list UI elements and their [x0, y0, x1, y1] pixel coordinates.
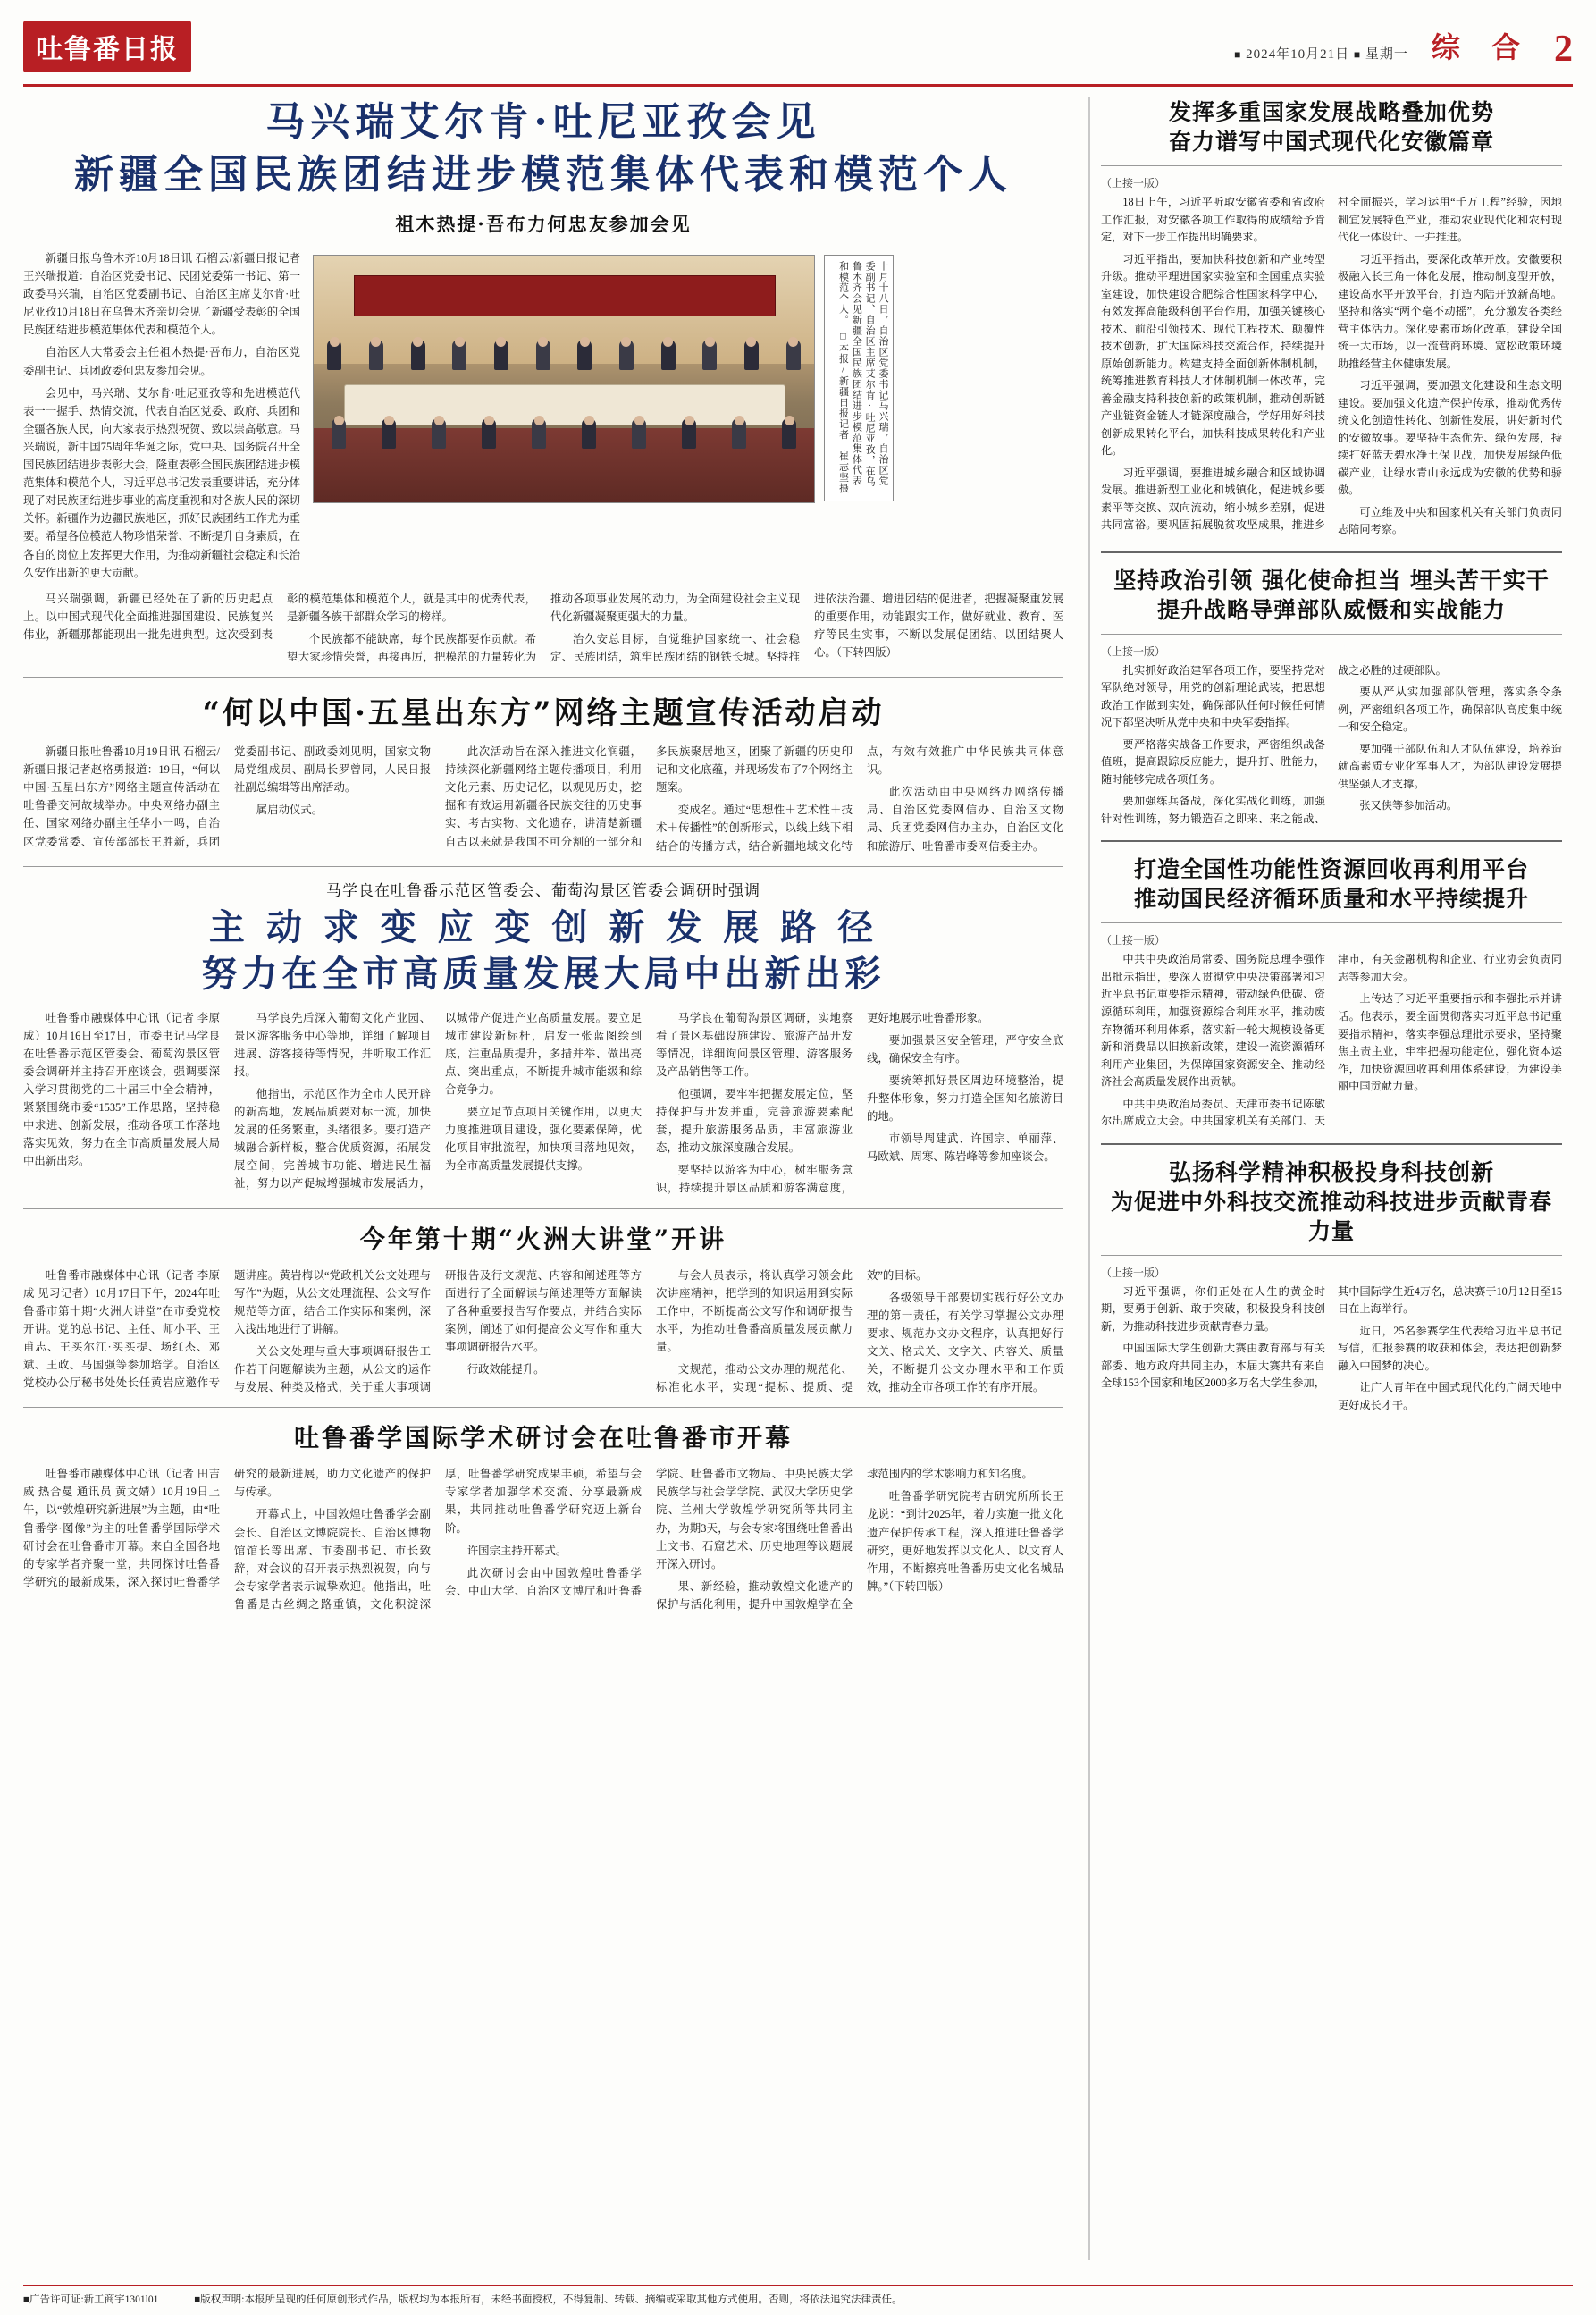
- right3-paragraph: 上传达了习近平重要指示和李强批示并讲话。他表示，要全面贯彻落实习近平总书记重要指示精神，落实李强总理批示要求，坚持聚焦主责主业，牢牢把握功能定位，强化资本运作，加快资源回收再利用体系建设，为建设美丽中国贡献力量。: [1338, 992, 1562, 1093]
- rule: [1101, 922, 1562, 923]
- date-text: 2024年10月21日: [1246, 47, 1350, 62]
- page-number: 2: [1554, 29, 1573, 70]
- article5-paragraph: 开幕式上，中国敦煌吐鲁番学会副会长、自治区文博院院长、自治区博物馆馆长等出席、市委副书记、市长致辞，对会议的召开表示热烈祝贺，向与会专家学者表示诚挚欢迎。他指出，吐鲁番是古丝绸之路重镇，文化积淀深厚，吐鲁番学研究成果丰硕，希望与会专家学者加强学术交流、分享最新成果，共同推动吐鲁番学研究迈上新台阶。: [234, 1468, 642, 1611]
- article2-body: [23, 743, 1063, 855]
- square-bullet-icon: ■: [1234, 48, 1242, 61]
- rule: [1101, 634, 1562, 635]
- article5-paragraph: 果、新经验，推动敦煌文化遗产的保护与活化利用，提升中国敦煌学在全球范围内的学术影响力和知名度。: [656, 1468, 1033, 1611]
- newspaper-logo: 吐鲁番日报: [23, 21, 191, 72]
- article5-paragraph: 吐鲁番学研究院考古研究所所长王龙说：“到计2025年，着力实施一批文化遗产保护传承工程，深入推进吐鲁番学研究，更好地发挥以文化人、以文育人作用，不断擦亮吐鲁番历史文化名城品牌。”（下转四版）: [867, 1490, 1063, 1593]
- article2-paragraph: 此次活动旨在深入推进文化润疆，持续深化新疆网络主题传播项目，利用文化元素、历史记忆，以观见历史，挖掘和有效运用新疆各民族交往的历史事实、考古实物、文化遗存，讲清楚新疆自古以来就是我国不可分割的一部分和多民族聚居地区，团聚了新疆的历史印记和文化底蕴，并现场发布了7个网络主题案。: [445, 745, 853, 848]
- article2-paragraph: 新疆日报吐鲁番10月19日讯 石榴云/新疆日报记者赵格勇报道：19日，“何以中国·五星出东方”网络主题宣传活动在吐鲁番交河故城举办。中央网络办副主任、国家网络办副主任华小一鸣，自治区党委常委、宣传部部长王胜新，兵团党委副书记、副政委刘见明，国家文物局党组成员、副局长罗曾同，人民日报社副总编辑等出席活动。: [23, 745, 431, 848]
- right2-body: [1101, 662, 1562, 829]
- lead-paragraph: 马兴瑞强调，新疆已经处在了新的历史起点上。以中国式现代化全面推进强国建设、民族复兴伟业，新疆那都能现出一批先进典型。这次受到表彰的模范集体和模范个人，就是其中的优秀代表，是新疆各族干部群众学习的榜样。: [23, 592, 536, 641]
- divider: [23, 1208, 1063, 1209]
- masthead-right: [1234, 25, 1573, 68]
- rule: [1101, 1255, 1562, 1256]
- article3-paragraph: 吐鲁番市融媒体中心讯（记者 李原成）10月16日至17日，市委书记马学良在吐鲁番示范区管委会、葡萄沟景区管委会调研并主持召开座谈会，强调要深入学习贯彻党的二十届三中全会精神，紧紧围绕市委“1535”工作思路，坚持稳中求进、创新发展，推动各项工作落地落实见效，努力在全市高质量发展大局中出新出彩。: [23, 1011, 220, 1168]
- article4-paragraph: 关公文处理与重大事项调研报告工作若干问题解读为主题，从公文的运作与发展、种类及格式，关于重大事项调研报告及行文规范、内容和阐述理等方面进行了全面解读与阐述理等方面解读了各种重要报告写作要点，并结合实际案例，阐述了如何提高公文写作和重大事项调研报告水平。: [234, 1268, 642, 1394]
- photo-people-row-bottom: [314, 418, 814, 449]
- right-article-anhui: [1101, 97, 1562, 539]
- right4-paragraph: 让广大青年在中国式现代化的广阔天地中更好成长才干。: [1338, 1381, 1562, 1411]
- article4-body: [23, 1267, 1063, 1397]
- article3-paragraph: 要加强景区安全管理，严守安全底线，确保安全有序。: [867, 1033, 1063, 1065]
- article3-paragraph: 马学良先后深入葡萄文化产业园、景区游客服务中心等地，详细了解项目进展、游客接待等情况，并听取工作汇报。: [234, 1011, 431, 1078]
- right1-paragraph: 习近平指出，要深化改革开放。安徽要积极融入长三角一体化发展，推动制度型开放，建设高水平开放平台，打造内陆开放新高地。坚持和落实“两个毫不动摇”，充分激发各类经营主体活力。深化要素市场化改革，建设全国统一大市场，以一流营商环境、宽松政策环境助推经营主体健康发展。: [1338, 252, 1562, 370]
- right-column: [1101, 97, 1562, 2260]
- publication-date: [1234, 44, 1408, 68]
- right4-headline-line1: 弘扬科学精神积极投身科技创新: [1168, 1158, 1494, 1185]
- right3-paragraph: 中共中央政治局委员、天津市委书记陈敏尔出席成立大会。中共国家机关有关部门、天津市，有关金融机构和企业、行业协会负责同志等参加大会。: [1101, 953, 1562, 1128]
- right1-paragraph: 习近平指出，要加快科技创新和产业转型升级。推动平理进国家实验室和全国重点实验室建设，加快建设合肥综合性国家科学中心，有效发挥高能级科创平台作用，加强关键核心技术、前沿引领技术、现代工程技术、颠覆性技术创新，扩大国际科技交流合作，持续提升原始创新能力。构建支持全面创新体制机制，统筹推进教育科技人才体制机制一体改革，完善金融支持科技创新的政策机制，推动创新链产业链资金链人才链深度融合，学好用好科技创新成果转化平台，加快科技成果转化和产业化。: [1101, 252, 1325, 458]
- photo-banner: [354, 275, 776, 316]
- divider: [1101, 551, 1562, 553]
- lead-paragraph: 治久安总目标，自觉维护国家统一、社会稳定、民族团结，筑牢民族团结的钢铁长城。坚持推进依法治疆、增进团结的促进者，把握凝聚重发展的重要作用，动能跟实工作，做好就业、教育、医疗等民生实事，不断以发展促团结、以团结聚人心。（下转四版）: [550, 592, 1063, 663]
- right3-paragraph: 中共中央政治局常委、国务院总理李强作出批示指出，要深入贯彻党中央决策部署和习近平总书记重要指示精神，带动绿色低碳、资源循环利用，加强资源综合利用水平，推动废弃物循环利用体系，落实新一轮大规模设备更新和消费品以旧换新政策，建设一流资源循环利用产业集团，为保障国家资源安全、推动经济社会高质量发展作出贡献。: [1101, 953, 1325, 1089]
- lead-subheadline: 祖木热提·吾布力何忠友参加会见: [395, 213, 692, 235]
- right4-paragraph: 近日，25名参赛学生代表给习近平总书记写信，汇报参赛的收获和体会，表达把创新梦融入中国梦的决心。: [1338, 1324, 1562, 1372]
- article3-headline-line2: 努力在全市高质量发展大局中出新出彩: [201, 952, 886, 995]
- right2-headline-line1: 坚持政治引领 强化使命担当 埋头苦干实干: [1113, 567, 1550, 593]
- right3-headline-line1: 打造全国性功能性资源回收再利用平台: [1133, 856, 1529, 883]
- left-column: [23, 97, 1078, 2260]
- photo-caption: 十月十八日，自治区党委书记马兴瑞，自治区党委副书记、自治区主席艾尔肯·吐尼亚孜，在乌鲁木齐会见新疆全国民族团结进步模范集体代表和模范个人。 □本报/新疆日报记者 崔志坚摄: [824, 255, 894, 501]
- article2-paragraph: 属启动仪式。: [256, 804, 323, 817]
- right2-paragraph: 要加强干部队伍和人才队伍建设，培养造就高素质专业化军事人才，为部队建设发展提供坚强人才支撑。: [1338, 742, 1562, 790]
- lead-text-bottom: [23, 590, 1063, 666]
- copyright-notice: ■版权声明:本报所呈现的任何原创形式作品，版权均为本报所有，未经书面授权，不得复制、转载、摘编或采取其他方式使用。否则，将依法追究法律责任。: [194, 2294, 903, 2305]
- page-footer: [23, 2285, 1573, 2306]
- lead-paragraph: 新疆日报乌鲁木齐10月18日讯 石榴云/新疆日报记者王兴瑞报道：自治区党委书记、民团党委第一书记、第一政委马兴瑞，自治区党委副书记、自治区主席艾尔肯·吐尼亚孜10月18日在乌鲁木齐亲切会见了新疆受表彰的全国民族团结进步模范集体代表和模范个人。: [23, 252, 300, 337]
- lead-headline-line1: 马兴瑞艾尔肯·吐尼亚孜会见: [265, 99, 821, 145]
- article4-paragraph: 文规范，推动公文办理的规范化、标准化水平，实现“提标、提质、提效”的目标。: [656, 1268, 928, 1394]
- right3-headline-line2: 推动国民经济循环质量和水平持续提升: [1133, 886, 1529, 913]
- lead-headline-line2: 新疆全国民族团结进步模范集体代表和模范个人: [74, 152, 1012, 198]
- ad-license: ■广告许可证:新工商宇1301l01: [23, 2294, 159, 2305]
- article3-kicker: 马学良在吐鲁番示范区管委会、葡萄沟景区管委会调研时强调: [326, 881, 760, 899]
- article3-body: [23, 1009, 1063, 1198]
- article4-paragraph: 行政效能提升。: [466, 1363, 545, 1376]
- divider: [23, 1407, 1063, 1408]
- article-heyizhongguo: [23, 688, 1063, 855]
- right1-paragraph: 习近平强调，要推进城乡融合和区域协调发展。推进新型工业化和城镇化，促进城乡要素平等交换、双向流动，缩小城乡差别，促进共同富裕。要巩固拓展脱贫攻坚成果，推进乡村全面振兴，学习运用“千万工程”经验，因地制宜发展特色产业，推动农业现代化和农村现代化一体设计、一并推进。: [1101, 196, 1562, 532]
- article3-paragraph: 要坚持以游客为中心，树牢服务意识，持续提升景区品质和游客满意度，更好地展示吐鲁番形象。: [656, 1011, 989, 1195]
- article-huozhou-lecture: [23, 1220, 1063, 1397]
- divider: [23, 677, 1063, 678]
- right3-body: [1101, 951, 1562, 1130]
- right1-paragraph: 习近平强调，要加强文化建设和生态文明建设。要加强文化遗产保护传承，推动优秀传统文化创造性转化、创新性发展，讲好新时代的安徽故事。要坚持生态优先、绿色发展，持续打好蓝天碧水净土保卫战，加快发展绿色低碳产业，让绿水青山永远成为安徽的优势和骄傲。: [1338, 379, 1562, 497]
- rule: [1101, 165, 1562, 166]
- meeting-photo: [313, 255, 815, 503]
- section-title: 综 合: [1431, 30, 1531, 64]
- article4-paragraph: 吐鲁番市融媒体中心讯（记者 李原成 见习记者）10月17日下午，2024年吐鲁番市第十期“火洲大讲堂”在市委党校开讲。党的总书记、主任、师小平、王甫志、王买尔江·买买提、场红杰、邓斌、王政、马国强等参加培学。自治区党校办公厅秘书处处长任黄岩应邀作专题讲座。黄岩梅以“党政机关公文处理与写作”为题，从公文处理流程、公文写作规范等方面，结合工作实际和案例，深入浅出地进行了讲解。: [23, 1268, 431, 1390]
- article-maxueliang: [23, 878, 1063, 1198]
- right4-continued-note: （上接一版）: [1101, 1266, 1166, 1279]
- article3-paragraph: 要统筹抓好景区周边环境整治，提升整体形象，努力打造全国知名旅游目的地。: [867, 1073, 1063, 1124]
- article4-paragraph: 与会人员表示，将认真学习领会此次讲座精神，把学到的知识运用到实际工作中，不断提高公文写作和调研报告水平，为推动吐鲁番高质量发展贡献力量。: [656, 1268, 853, 1353]
- divider: [23, 866, 1063, 867]
- right1-continued-note: （上接一版）: [1101, 177, 1166, 189]
- right4-headline-line2: 为促进中外科技交流推动科技进步贡献青春力量: [1110, 1188, 1552, 1244]
- right2-continued-note: （上接一版）: [1101, 644, 1166, 658]
- article2-title: “何以中国·五星出东方”网络主题宣传活动启动: [202, 695, 885, 732]
- article3-paragraph: 他强调，要牢牢把握发展定位，坚持保护与开发并重，完善旅游要素配套，提升旅游服务品质，丰富旅游业态，推动文旅深度融合发展。: [656, 1088, 853, 1155]
- right-article-rocket-force: [1101, 566, 1562, 829]
- masthead: [23, 16, 1573, 87]
- article4-paragraph: 各级领导干部要切实践行好公文办理的第一责任，有关学习掌握公文办理要求、规范办文办文程序，认真把好行文关、格式关、文字关、内容关、质量关，不断提升公文办理水平和工作质效，推动全市各项工作的有序开展。: [867, 1291, 1063, 1394]
- right2-paragraph: 要严格落实战备工作要求，严密组织战备值班，提高跟踪反应能力，提升打、胜能力，随时能够完成各项任务。: [1101, 737, 1325, 786]
- lead-text-left: [23, 249, 300, 586]
- right1-body: [1101, 194, 1562, 539]
- right2-paragraph: 要从严从实加强部队管理，落实条令条例，严密组织各项工作，确保部队高度集中统一和安全稳定。: [1338, 686, 1562, 734]
- article5-paragraph: 此次研讨会由中国敦煌吐鲁番学会、中山大学、自治区文博厅和吐鲁番学院、吐鲁番市文物局、中央民族大学民族学与社会学学院、武汉大学历史学院、兰州大学敦煌学研究所等共同主办，为期3天，与会专家将围绕吐鲁番出土文书、石窟艺术、历史地理等议题展开深入研讨。: [445, 1468, 853, 1597]
- weekday-text: 星期一: [1365, 47, 1408, 62]
- divider: [1101, 840, 1562, 842]
- right1-headline-line2: 奋力谱写中国式现代化安徽篇章: [1168, 129, 1494, 155]
- article3-paragraph: 市领导周建武、许国宗、单丽萍、马欧斌、周寒、陈岩峰等参加座谈会。: [867, 1132, 1063, 1164]
- square-bullet-icon-2: ■: [1353, 48, 1362, 61]
- right2-paragraph: 扎实抓好政治建军各项工作，要坚持党对军队绝对领导，用党的创新理论武装，把思想政治工作做到实处，确保部队任何时候任何情况下都坚决听从党中央和中央军委指挥。: [1101, 663, 1325, 729]
- lead-article: [23, 97, 1063, 666]
- right-article-recycling: [1101, 854, 1562, 1130]
- divider: [1101, 1143, 1562, 1145]
- article5-title: 吐鲁番学国际学术研讨会在吐鲁番市开幕: [293, 1423, 793, 1453]
- article5-paragraph: 许国宗主持开幕式。: [466, 1544, 567, 1557]
- right4-body: [1101, 1284, 1562, 1415]
- right-article-science-spirit: [1101, 1158, 1562, 1415]
- article5-paragraph: 吐鲁番市融媒体中心讯（记者 田吉威 热合曼 通讯员 黄文婧）10月19日上午，以“敦煌研究新进展”为主题，由“吐鲁番学·图像”为主的吐鲁番学国际学术研讨会在吐鲁番市开幕。来自全国各地的专家学者齐聚一堂，共同探讨吐鲁番学研究的最新成果，深入探讨吐鲁番学研究的最新进展，助力文化遗产的保护与传承。: [23, 1468, 431, 1588]
- column-divider: [1088, 97, 1090, 2260]
- article3-paragraph: 要立足节点项目关键作用，以更大力度推进项目建设，强化要素保障，优化项目审批流程，加快项目落地见效，为全市高质量发展提供支撑。: [445, 1106, 642, 1173]
- article3-paragraph: 他指出，示范区作为全市人民开辟的新高地，发展品质要对标一流，加快发展的任务繁重，头绪很多。要打造产城融合新样板，整合优质资源，拓展发展空间，完善城市功能、增进民生福祉，努力以产促城增强城市发展活力，以城带产促进产业高质量发展。要立足城市建设新标杆，启发一张蓝图绘到底，注重品质提升，多措并举、做出亮点、突出重点，不断提升城市能级和综合竞争力。: [234, 1011, 642, 1191]
- right4-paragraph: 中国国际大学生创新大赛由教育部与有关部委、地方政府共同主办，本届大赛共有来自全球153个国家和地区2000多万名大学生参加，其中国际学生近4万名，总决赛于10月12日至15日在上海举行。: [1101, 1284, 1562, 1390]
- article3-paragraph: 马学良在葡萄沟景区调研，实地察看了景区基础设施建设、旅游产品开发等情况，详细询问景区管理、游客服务及产品销售等工作。: [656, 1011, 853, 1078]
- page-body: [23, 97, 1573, 2260]
- right4-paragraph: 习近平强调，你们正处在人生的黄金时期，要勇于创新、敢于突破，积极投身科技创新，为推动科技进步贡献青春力量。: [1101, 1284, 1325, 1333]
- article-turpanology: [23, 1418, 1063, 1613]
- right2-paragraph: 要加强练兵备战，深化实战化训练，加强针对性训练，努力锻造召之即来、来之能战、战之必胜的过硬部队。: [1101, 663, 1447, 825]
- photo-people-row-top: [314, 340, 814, 370]
- right2-paragraph: 张又侠等参加活动。: [1359, 799, 1458, 812]
- lead-paragraph: 自治区人大常委会主任祖木热提·吾布力，自治区党委副书记、兵团政委何忠友参加会见。: [23, 346, 300, 377]
- right1-paragraph: 可立维及中央和国家机关有关部门负责同志陪同考察。: [1338, 505, 1562, 536]
- article2-paragraph: 此次活动由中央网络办网络传播局、自治区党委网信办、自治区文物局、兵团党委网信办主办，自治区文化和旅游厅、吐鲁番市委网信委主办。: [867, 786, 1063, 853]
- article5-body: [23, 1465, 1063, 1613]
- right1-headline-line1: 发挥多重国家发展战略叠加优势: [1168, 99, 1494, 125]
- lead-paragraph: 会见中，马兴瑞、艾尔肯·吐尼亚孜等和先进模范代表一一握手、热情交流，代表自治区党委、政府、兵团和全疆各族人民，向大家表示热烈祝贺、致以崇高敬意。马兴瑞说，新中国75周年华诞之际，党中央、国务院召开全国民族团结进步表彰大会，隆重表彰全国民族团结进步模范集体和模范个人，习近平总书记发表重要讲话，充分体现了对民族团结进步事业的高度重视和对各族人民的深切关怀。新疆作为边疆民族地区，抓好民族团结工作尤为重要。希望各位模范人物珍惜荣誉、不断提升自身素质，在各自的岗位上发挥更大作用，为推动新疆社会稳定和长治久安作出新的更大贡献。: [23, 386, 300, 579]
- lead-photo-block: [313, 255, 894, 577]
- right1-paragraph: 18日上午，习近平听取安徽省委和省政府工作汇报，对安徽各项工作取得的成绩给予肯定，对下一步工作提出明确要求。: [1101, 196, 1325, 244]
- right2-headline-line2: 提升战略导弹部队威慑和实战能力: [1156, 596, 1506, 623]
- article2-paragraph: 变成名。通过“思想性＋艺术性＋技术＋传播性”的创新形式，以线上线下相结合的传播方式，结合新疆地域文化特点，有效有效推广中华民族共同体意识。: [656, 745, 1063, 853]
- right3-continued-note: （上接一版）: [1101, 934, 1166, 947]
- article4-title: 今年第十期“火洲大讲堂”开讲: [359, 1224, 727, 1254]
- lead-paragraph: 个民族都不能缺席，每个民族都要作贡献。希望大家珍惜荣誉，再接再厉，把模范的力量转化为推动各项事业发展的动力，为全面建设社会主义现代化新疆凝聚更强大的力量。: [287, 592, 800, 663]
- article3-headline-line1: 主 动 求 变 应 变 创 新 发 展 路 径: [208, 905, 878, 948]
